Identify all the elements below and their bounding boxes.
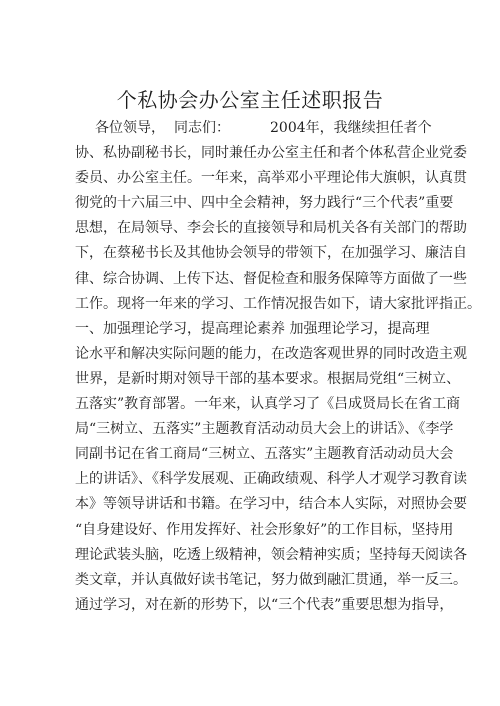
body-line: “自身建设好、作用发挥好、社会形象好”的工作目标，坚持用 [75,521,454,538]
salutation: 各位领导， [95,120,165,136]
body-line: 类文章，并认真做好读书笔记，努力做到融汇贯通，举一反三。 [75,571,467,588]
body-line: 上的讲话》、《科学发展观、正确政绩观、科学人才观学习教育读 [75,471,467,488]
body-line: 思想，在局领导、李会长的直接领导和局机关各有关部门的帮助 [75,220,467,237]
opening-text: 2004年，我继续担任者个 [270,120,432,136]
body-line: 协、私协副秘书长，同时兼任办公室主任和者个体私营企业党委 [75,145,467,162]
body-line: 委员、办公室主任。一年来，高举邓小平理论伟大旗帜，认真贯 [75,170,467,187]
body-line: 论水平和解决实际问题的能力，在改造客观世界的同时改造主观 [75,345,467,362]
document-title: 个私协会办公室主任述职报告 [116,88,384,112]
section-heading-line: 一、加强理论学习，提高理论素养 加强理论学习，提高理 [75,320,430,337]
body-line: 世界，是新时期对领导干部的基本要求。根据局党组“三树立、 [75,370,461,387]
greeting-line [75,116,435,141]
body-line: 五落实”教育部署。一年来，认真学习了《吕成贤局长在省工商 [75,396,461,413]
body-line: 通过学习，对在新的形势下，以“三个代表”重要思想为指导， [75,596,454,613]
body-line: 工作。现将一年来的学习、工作情况报告如下，请大家批评指正。 [75,295,481,312]
body-line: 本》等领导讲话和书籍。在学习中，结合本人实际，对照协会要 [75,496,467,513]
body-line: 彻党的十六届三中、四中全会精神，努力践行“三个代表”重要 [75,195,454,212]
colleagues-greeting: 同志们： [174,120,230,136]
body-line: 律、综合协调、上传下达、督促检查和服务保障等方面做了一些 [75,270,467,287]
body-line: 理论武装头脑，吃透上级精神，领会精神实质；坚持每天阅读各 [75,546,467,563]
document-body [75,116,481,618]
body-line: 局“三树立、五落实”主题教育活动动员大会上的讲话》、《李学 [75,421,454,438]
body-line: 同副书记在省工商局“三树立、五落实”主题教育活动动员大会 [75,446,454,463]
body-line: 下，在蔡秘书长及其他协会领导的带领下，在加强学习、廉洁自 [75,245,467,262]
